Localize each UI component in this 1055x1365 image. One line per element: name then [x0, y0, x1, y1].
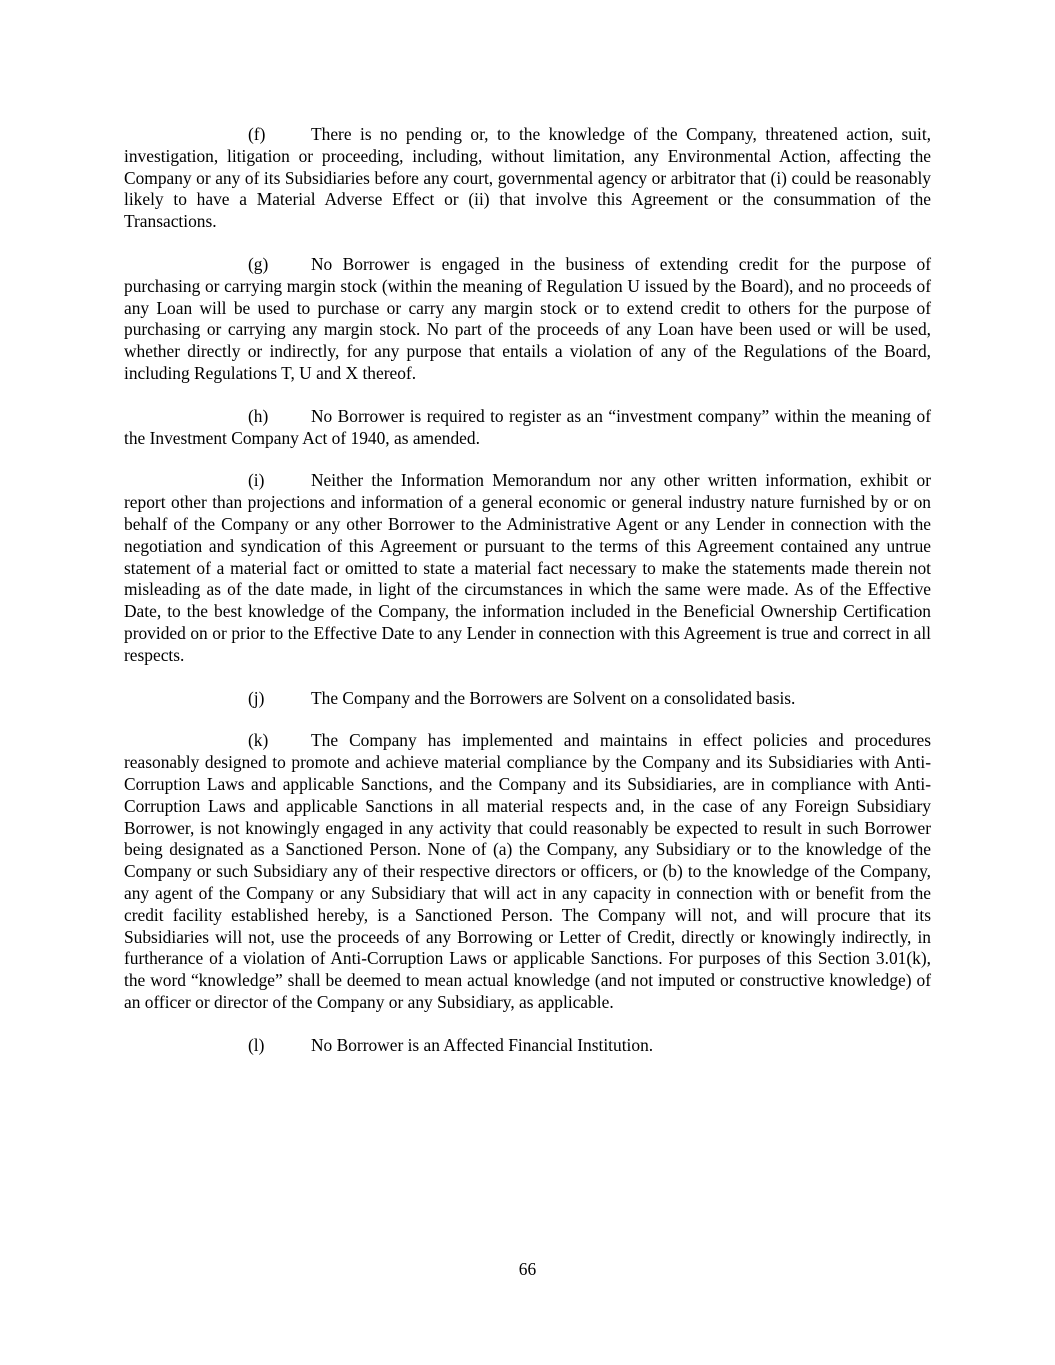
paragraph-text: Neither the Information Memorandum nor any other written information, exhibit or report other than projections and information of a general economic or general industry nature furnished by or on behalf of the Company or any other Borrower to the Administrative Agent or any Lender in connection with the negotiation and syndication of this Agreement or pursuant to the terms of this Agreement contained any untrue statement of a material fact or omitted to state a material fact necessary to make the statements made therein not misleading as of the date made, in light of the circumstances in which the same were made. As of the Effective Date, to the best knowledge of the Company, the information included in the Beneficial Ownership Certification provided on or prior to the Effective Date to any Lender in connection with this Agreement is true and correct in all respects. [124, 470, 931, 665]
paragraph-text: The Company has implemented and maintains in effect policies and procedures reasonably designed to promote and achieve material compliance by the Company and its Subsidiaries with Anti-Corruption Laws and applicable Sanctions, and the Company and its Subsidiaries, are in compliance with Anti-Corruption Laws and applicable Sanctions in all material respects and, in the case of any Foreign Subsidiary Borrower, is not knowingly engaged in any activity that could reasonably be expected to result in such Borrower being designated as a Sanctioned Person. None of (a) the Company, any Subsidiary or to the knowledge of the Company or such Subsidiary any of their respective directors or officers, or (b) to the knowledge of the Company, any agent of the Company or any Subsidiary that will act in any capacity in connection with or benefit from the credit facility established hereby, is a Sanctioned Person. The Company will not, and will procure that its Subsidiaries will not, use the proceeds of any Borrowing or Letter of Credit, directly or knowingly indirectly, in furtherance of a violation of Anti-Corruption Laws or applicable Sanctions. For purposes of this Section 3.01(k), the word “knowledge” shall be deemed to mean actual knowledge (and not imputed or constructive knowledge) of an officer or director of the Company or any Subsidiary, as applicable. [124, 730, 931, 1012]
paragraph-label: (g) [248, 253, 269, 274]
paragraph-label: (l) [248, 1034, 265, 1055]
paragraph-text: No Borrower is engaged in the business of extending credit for the purpose of purchasing or carrying margin stock (within the meaning of Regulation U issued by the Board), and no proceeds of any Loan will be used to purchase or carry any margin stock or to extend credit to others for the purpose of purchasing or carrying any margin stock. No part of the proceeds of any Loan have been used or will be used, whether directly or indirectly, for any purpose that entails a violation of any of the Regulations of the Board, including Regulations T, U and X thereof. [124, 253, 931, 383]
paragraph-text: There is no pending or, to the knowledge of the Company, threatened action, suit, investigation, litigation or proceeding, including, without limitation, any Environmental Action, affecting the Company or any of its Subsidiaries before any court, governmental agency or arbitrator that (i) could be reasonably likely to have a Material Adverse Effect or (ii) that involve this Agreement or the consummation of the Transactions. [124, 124, 931, 232]
paragraph-label: (i) [248, 470, 265, 491]
paragraph-label: (j) [248, 687, 265, 708]
paragraph-label: (f) [248, 124, 266, 144]
paragraph-text: No Borrower is an Affected Financial Institution. [311, 1034, 654, 1055]
paragraph-label: (h) [248, 405, 269, 426]
paragraph-text: The Company and the Borrowers are Solvent on a consolidated basis. [311, 687, 796, 708]
paragraph-label: (k) [248, 730, 269, 751]
paragraph-k [124, 730, 931, 1013]
document-body [124, 124, 931, 1077]
paragraph-h [124, 406, 931, 450]
paragraph-f [124, 124, 931, 233]
paragraph-text: No Borrower is required to register as an “investment company” within the meaning of the Investment Company Act of 1940, as amended. [124, 405, 931, 448]
paragraph-l [124, 1035, 931, 1057]
page-number: 66 [518, 1259, 537, 1279]
paragraph-j [124, 688, 931, 710]
paragraph-i [124, 470, 931, 666]
paragraph-g [124, 254, 931, 385]
